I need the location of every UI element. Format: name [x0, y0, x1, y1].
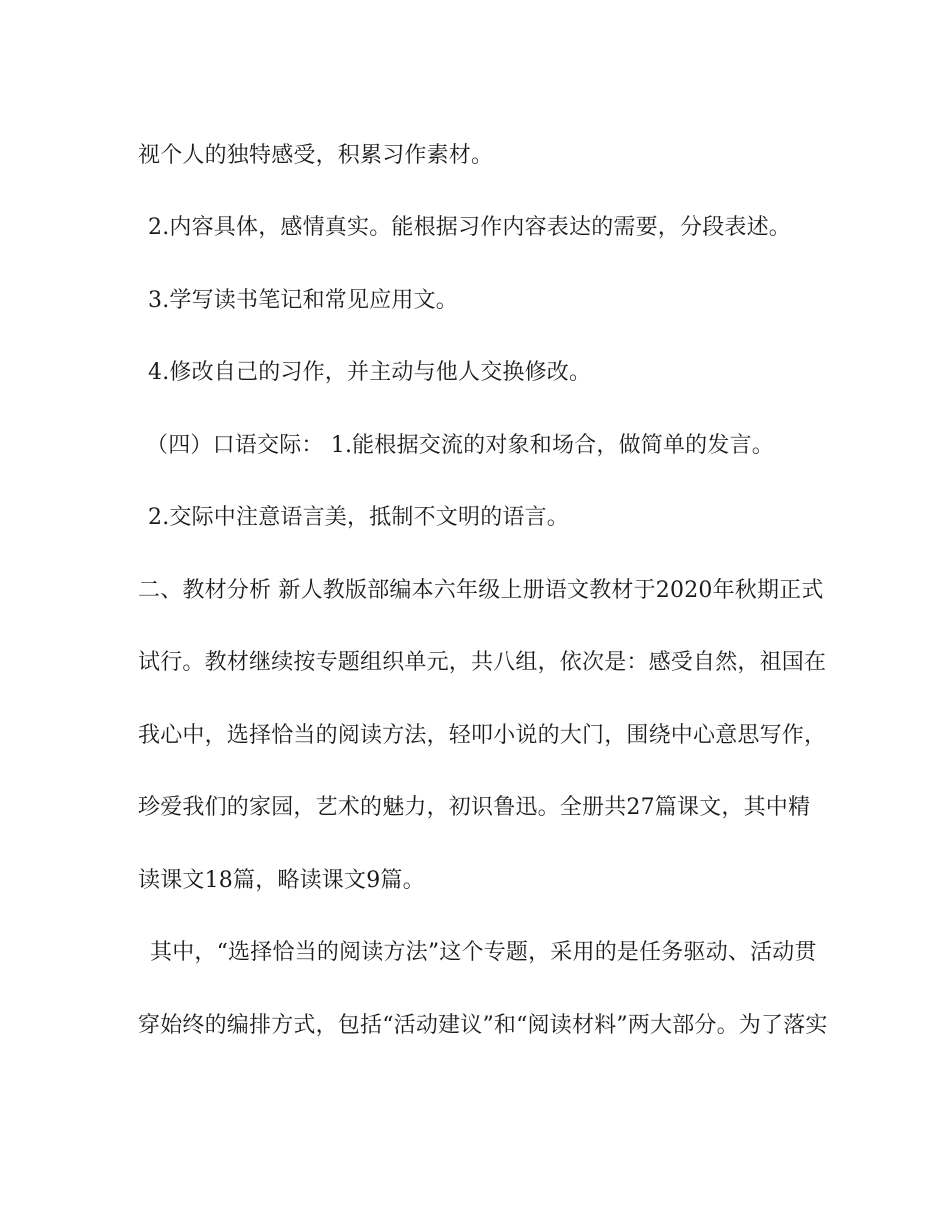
text-line: 珍爱我们的家园，艺术的魅力，初识鲁迅。全册共27篇课文，其中精 — [138, 795, 811, 820]
text-line: 2.内容具体，感情真实。能根据习作内容表达的需要，分段表述。 — [148, 215, 791, 240]
text-line: 读课文18篇，略读课文9篇。 — [138, 868, 425, 893]
text-line: （四）口语交际： 1.能根据交流的对象和场合，做简单的发言。 — [146, 433, 774, 458]
text-line: 其中，“选择恰当的阅读方法”这个专题，采用的是任务驱动、活动贯 — [150, 940, 817, 965]
text-line: 2.交际中注意语言美，抵制不文明的语言。 — [148, 505, 569, 530]
text-line: 试行。教材继续按专题组织单元，共八组，依次是：感受自然，祖国在 — [138, 650, 827, 675]
text-line: 3.学写读书笔记和常见应用文。 — [148, 288, 458, 313]
text-line: 4.修改自己的习作，并主动与他人交换修改。 — [148, 360, 592, 385]
text-line: 视个人的独特感受，积累习作素材。 — [138, 143, 494, 168]
text-line: 我心中，选择恰当的阅读方法，轻叩小说的大门，围绕中心意思写作， — [138, 723, 827, 748]
text-line: 二、教材分析 新人教版部编本六年级上册语文教材于2020年秋期正式 — [138, 578, 824, 603]
text-line: 穿始终的编排方式，包括“活动建议”和“阅读材料”两大部分。为了落实 — [138, 1013, 828, 1038]
